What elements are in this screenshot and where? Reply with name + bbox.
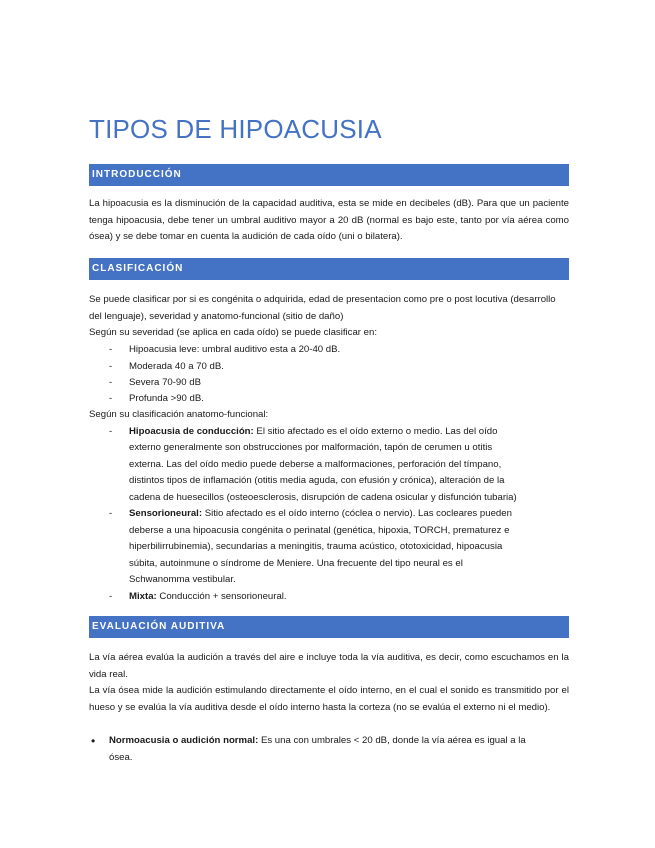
normoacusia-line: ósea. [109, 752, 133, 763]
list-dash: - [109, 344, 113, 355]
conduccion-line: externo generalmente son obstrucciones por malformación, tapón de cerumen u otitis [129, 442, 493, 453]
section-header-intro: INTRODUCCIÓN [89, 164, 569, 186]
severidad-intro: Según su severidad (se aplica en cada oído) se puede clasificar en: [89, 327, 377, 338]
anatomo-item-conduccion [129, 424, 497, 440]
severidad-item-leve: Hipoacusia leve: umbral auditivo esta a 20-40 dB. [129, 344, 341, 355]
conduccion-line: El sitio afectado es el oído externo o medio. Las del oído [256, 426, 498, 437]
list-dash: - [109, 426, 113, 437]
section-header-clasificacion: CLASIFICACIÓN [89, 258, 569, 280]
severidad-item-profunda: Profunda >90 dB. [129, 393, 204, 404]
mixta-line: Conducción + sensorioneural. [159, 591, 287, 602]
sensorioneural-line: Schwanomma vestibular. [129, 574, 236, 585]
sensorioneural-line: deberse a una hipoacusia congénita o perinatal (genética, hipoxia, TORCH, prematurez e [129, 525, 510, 536]
term-normoacusia: Normoacusia o audición normal: [109, 735, 259, 746]
severidad-item-severa: Severa 70-90 dB [129, 377, 201, 388]
conduccion-line: cadena de huesecillos (osteoesclerosis, disrupción de cadena osicular y disfunción tubaria) [129, 492, 517, 503]
bullet-icon: • [91, 734, 96, 748]
evaluacion-paragraph-2: La vía ósea mide la audición estimulando directamente el oído interno, en el cual el sonido es transmitido por el hueso y se evalúa la vía auditiva desde el oído interno hasta la corteza (no se evalúa el externo ni el medio). [89, 685, 569, 713]
list-dash: - [109, 591, 113, 602]
list-dash: - [109, 508, 113, 519]
anatomo-item-mixta [129, 589, 287, 605]
section-header-evaluacion: EVALUACIÓN AUDITIVA [89, 616, 569, 638]
normoacusia-item [109, 733, 526, 749]
term-conduccion: Hipoacusia de conducción: [129, 426, 254, 437]
term-mixta: Mixta: [129, 591, 157, 602]
sensorioneural-line: Sitio afectado es el oído interno (cóclea o nervio). Las cocleares pueden [204, 508, 512, 519]
conduccion-line: externa. Las del oído medio puede deberse a malformaciones, perforación del tímpano, [129, 459, 502, 470]
severidad-item-moderada: Moderada 40 a 70 dB. [129, 361, 224, 372]
term-sensorioneural: Sensorioneural: [129, 508, 203, 519]
normoacusia-line: Es una con umbrales < 20 dB, donde la vía aérea es igual a la [260, 735, 526, 746]
conduccion-line: distintos tipos de inflamación (otitis media aguda, con efusión y crónica), alteración de la [129, 475, 505, 486]
evaluacion-paragraph-1: La vía aérea evalúa la audición a través del aire e incluye toda la vía auditiva, es decir, como escuchamos en la vida real. [89, 652, 569, 680]
intro-paragraph: La hipoacusia es la disminución de la capacidad auditiva, esta se mide en decibeles (dB). Para que un paciente tenga hipoacusia, debe tener un umbral auditivo mayor a 20 dB (normal es bajo este, tanto por vía aérea como ósea) y se debe tomar en cuenta la audición de cada oído (uni o bilatera). [89, 198, 569, 242]
anatomo-intro: Según su clasificación anatomo-funcional: [89, 409, 269, 420]
clasificacion-intro: Se puede clasificar por si es congénita o adquirida, edad de presentacion como pre o post locutiva (desarrollo del lenguaje), severidad y anatomo-funcional (sitio de daño) [89, 294, 556, 322]
sensorioneural-line: súbita, autoinmune o síndrome de Meniere. Una frecuente del tipo neural es el [129, 558, 463, 569]
list-dash: - [109, 377, 113, 388]
list-dash: - [109, 393, 113, 404]
page-title: TIPOS DE HIPOACUSIA [89, 114, 382, 144]
list-dash: - [109, 361, 113, 372]
anatomo-item-sensorioneural [129, 506, 512, 522]
sensorioneural-line: hiperbilirrubinemia), secundarias a meningitis, trauma acústico, ototoxicidad, hipoacusia [129, 541, 503, 552]
